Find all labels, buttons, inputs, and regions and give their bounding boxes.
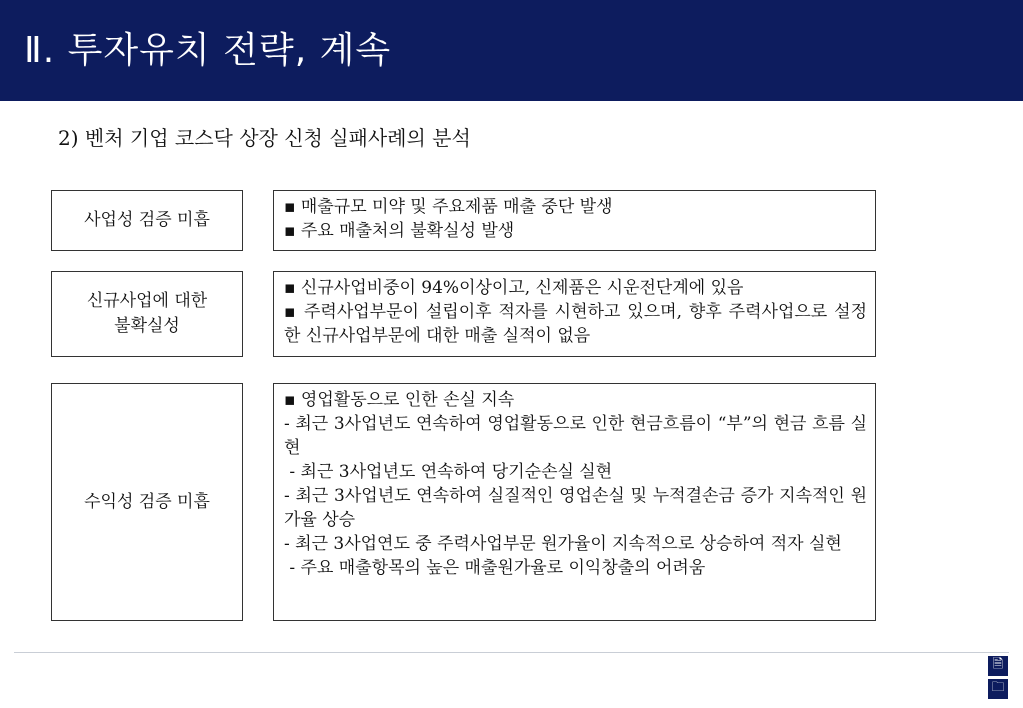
- label-box-profitability-validation: [51, 383, 243, 621]
- label-line: 사업성 검증 미흡: [84, 210, 210, 230]
- content-line: ▪ 신규사업비중이 94%이상이고, 신제품은 시운전단계에 있음: [284, 278, 744, 298]
- label-box-business-validation: [51, 190, 243, 251]
- content-line: - 최근 3사업연도 중 주력사업부문 원가율이 지속적으로 상승하여 적자 실현: [284, 534, 842, 554]
- content-line: - 주요 매출항목의 높은 매출원가율로 이익창출의 어려움: [284, 558, 706, 578]
- content-box-profitability-validation: [273, 383, 876, 621]
- content-line: ▪ 주요 매출처의 불확실성 발생: [284, 221, 515, 241]
- content-line: - 최근 3사업년도 연속하여 당기순손실 실현: [284, 462, 613, 482]
- content-line: - 최근 3사업년도 연속하여 실질적인 영업손실 및 누적결손금 증가 지속적인 원가율 상승: [284, 486, 867, 530]
- content-line: ▪ 매출규모 미약 및 주요제품 매출 중단 발생: [284, 197, 613, 217]
- slide-nav: [986, 656, 1010, 702]
- content-line: ▪ 주력사업부문이 설립이후 적자를 시현하고 있으며, 향후 주력사업으로 설정한 신규사업부문에 대한 매출 실적이 없음: [284, 302, 867, 346]
- content-box-new-business-uncertainty: [273, 271, 876, 357]
- content-line: - 최근 3사업년도 연속하여 영업활동으로 인한 현금흐름이 “부”의 현금 흐름 실현: [284, 414, 867, 458]
- section-subtitle: 2) 벤처 기업 코스닥 상장 신청 실패사례의 분석: [58, 126, 471, 150]
- content-box-business-validation: [273, 190, 876, 251]
- header-bar: [0, 0, 1023, 101]
- label-line: 수익성 검증 미흡: [84, 491, 210, 512]
- folder-icon[interactable]: 🗀: [988, 679, 1008, 699]
- content-line: ▪ 영업활동으로 인한 손실 지속: [284, 390, 515, 410]
- label-line: 신규사업에 대한: [86, 291, 208, 311]
- page-title: Ⅱ. 투자유치 전략, 계속: [24, 30, 392, 71]
- page-icon[interactable]: 🗎: [988, 656, 1008, 676]
- label-box-new-business-uncertainty: [51, 271, 243, 357]
- footer-divider: [14, 652, 1009, 653]
- label-line: 불확실성: [114, 316, 180, 336]
